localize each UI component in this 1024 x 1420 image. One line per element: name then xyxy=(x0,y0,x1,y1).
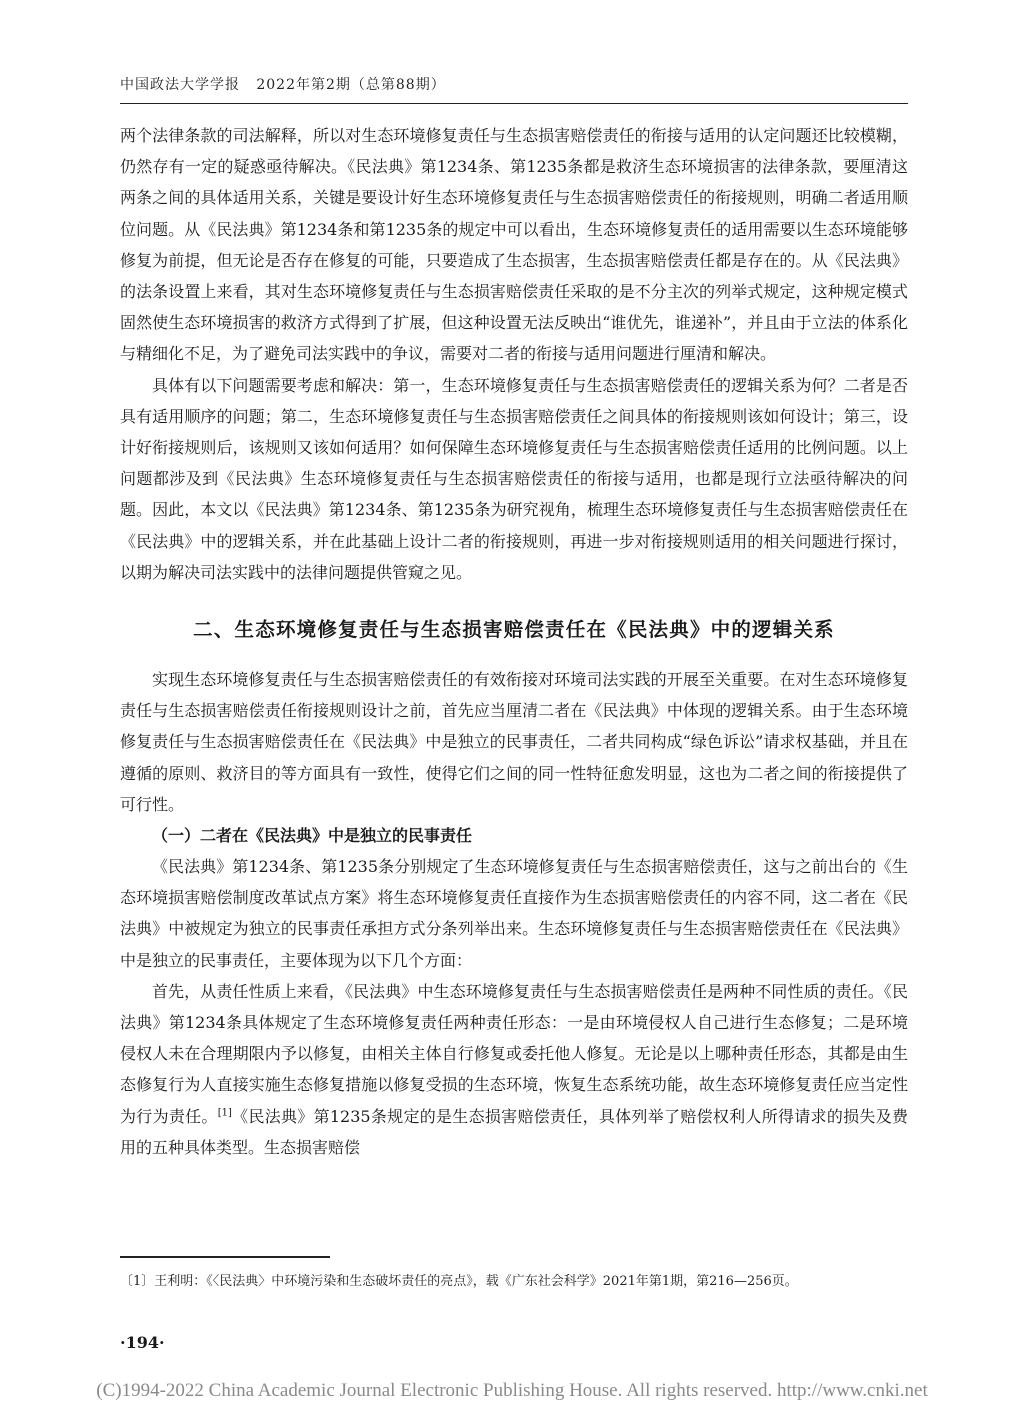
footnote-reference[interactable]: [1] xyxy=(217,1107,232,1119)
header-rule xyxy=(120,103,908,104)
journal-name: 中国政法大学学报 xyxy=(120,77,240,93)
article-body xyxy=(120,120,908,1163)
paragraph-questions: 具体有以下问题需要考虑和解决：第一，生态环境修复责任与生态损害赔偿责任的逻辑关系为何？二者是否具有适用顺序的问题；第二，生态环境修复责任与生态损害赔偿责任之间具体的衔接规则该如何设计；第三，设计好衔接规则后，该规则又该如何适用？如何保障生态环境修复责任与生态损害赔偿责任适用的比例问题。以上问题都涉及到《民法典》生态环境修复责任与生态损害赔偿责任的衔接与适用，也都是现行立法亟待解决的问题。因此，本文以《民法典》第1234条、第1235条为研究视角，梳理生态环境修复责任与生态损害赔偿责任在《民法典》中的逻辑关系，并在此基础上设计二者的衔接规则，再进一步对衔接规则适用的相关问题进行探讨，以期为解决司法实践中的法律问题提供管窥之见。 xyxy=(120,375,908,582)
page-number: ·194· xyxy=(120,1333,165,1352)
copyright-notice: (C)1994-2022 China Academic Journal Electronic Publishing House. All rights reserved. http://www.cnki.net xyxy=(96,1380,928,1401)
paragraph-continued: 两个法律条款的司法解释，所以对生态环境修复责任与生态损害赔偿责任的衔接与适用的认定问题还比较模糊，仍然存有一定的疑惑亟待解决。《民法典》第1234条、第1235条都是救济生态环境损害的法律条款，要厘清这两条之间的具体适用关系，关键是要设计好生态环境修复责任与生态损害赔偿责任的衔接规则，明确二者适用顺位问题。从《民法典》第1234条和第1235条的规定中可以看出，生态环境修复责任的适用需要以生态环境能够修复为前提，但无论是否存在修复的可能，只要造成了生态损害，生态损害赔偿责任都是存在的。从《民法典》的法条设置上来看，其对生态环境修复责任与生态损害赔偿责任采取的是不分主次的列举式规定，这种规定模式固然使生态环境损害的救济方式得到了扩展，但这种设置无法反映出“谁优先，谁递补”，并且由于立法的体系化与精细化不足，为了避免司法实践中的争议，需要对二者的衔接与适用问题进行厘清和解决。 xyxy=(120,126,908,364)
issue-info: 2022年第2期（总第88期） xyxy=(256,77,446,93)
paragraph-independent-liability: 《民法典》第1234条、第1235条分别规定了生态环境修复责任与生态损害赔偿责任，这与之前出台的《生态环境损害赔偿制度改革试点方案》将生态环境修复责任直接作为生态损害赔偿责任的内容不同，这二者在《民法典》中被规定为独立的民事责任承担方式分条列举出来。生态环境修复责任与生态损害赔偿责任在《民法典》中是独立的民事责任，主要体现为以下几个方面： xyxy=(120,857,908,970)
paragraph-text-b: 《民法典》第1235条规定的是生态损害赔偿责任，具体列举了赔偿权利人所得请求的损失及费用的五种具体类型。生态损害赔偿 xyxy=(120,1106,908,1157)
footnote-1: 〔1〕王利明：《〈民法典〉中环境污染和生态破坏责任的亮点》，载《广东社会科学》2021年第1期，第216—256页。 xyxy=(120,1274,798,1289)
subsection-title: （一）二者在《民法典》中是独立的民事责任 xyxy=(152,826,473,846)
section-title: 二、生态环境修复责任与生态损害赔偿责任在《民法典》中的逻辑关系 xyxy=(193,618,835,642)
footnote-rule xyxy=(120,1256,330,1258)
paragraph-section-intro: 实现生态环境修复责任与生态损害赔偿责任的有效衔接对环境司法实践的开展至关重要。在对生态环境修复责任与生态损害赔偿责任衔接规则设计之前，首先应当厘清二者在《民法典》中体现的逻辑关系。由于生态环境修复责任与生态损害赔偿责任在《民法典》中是独立的民事责任，二者共同构成“绿色诉讼”请求权基础，并且在遵循的原则、救济目的等方面具有一致性，使得它们之间的同一性特征愈发明显，这也为二者之间的衔接提供了可行性。 xyxy=(120,670,908,814)
running-header xyxy=(120,74,908,94)
paragraph-text-a: 首先，从责任性质上来看，《民法典》中生态环境修复责任与生态损害赔偿责任是两种不同性质的责任。《民法典》第1234条具体规定了生态环境修复责任两种责任形态：一是由环境侵权人自己进行生态修复；二是环境侵权人未在合理期限内予以修复，由相关主体自行修复或委托他人修复。无论是以上哪种责任形态，其都是由生态修复行为人直接实施生态修复措施以修复受损的生态环境，恢复生态系统功能，故生态环境修复责任应当定性为行为责任。 xyxy=(120,981,908,1126)
paragraph-liability-nature xyxy=(120,976,908,1163)
